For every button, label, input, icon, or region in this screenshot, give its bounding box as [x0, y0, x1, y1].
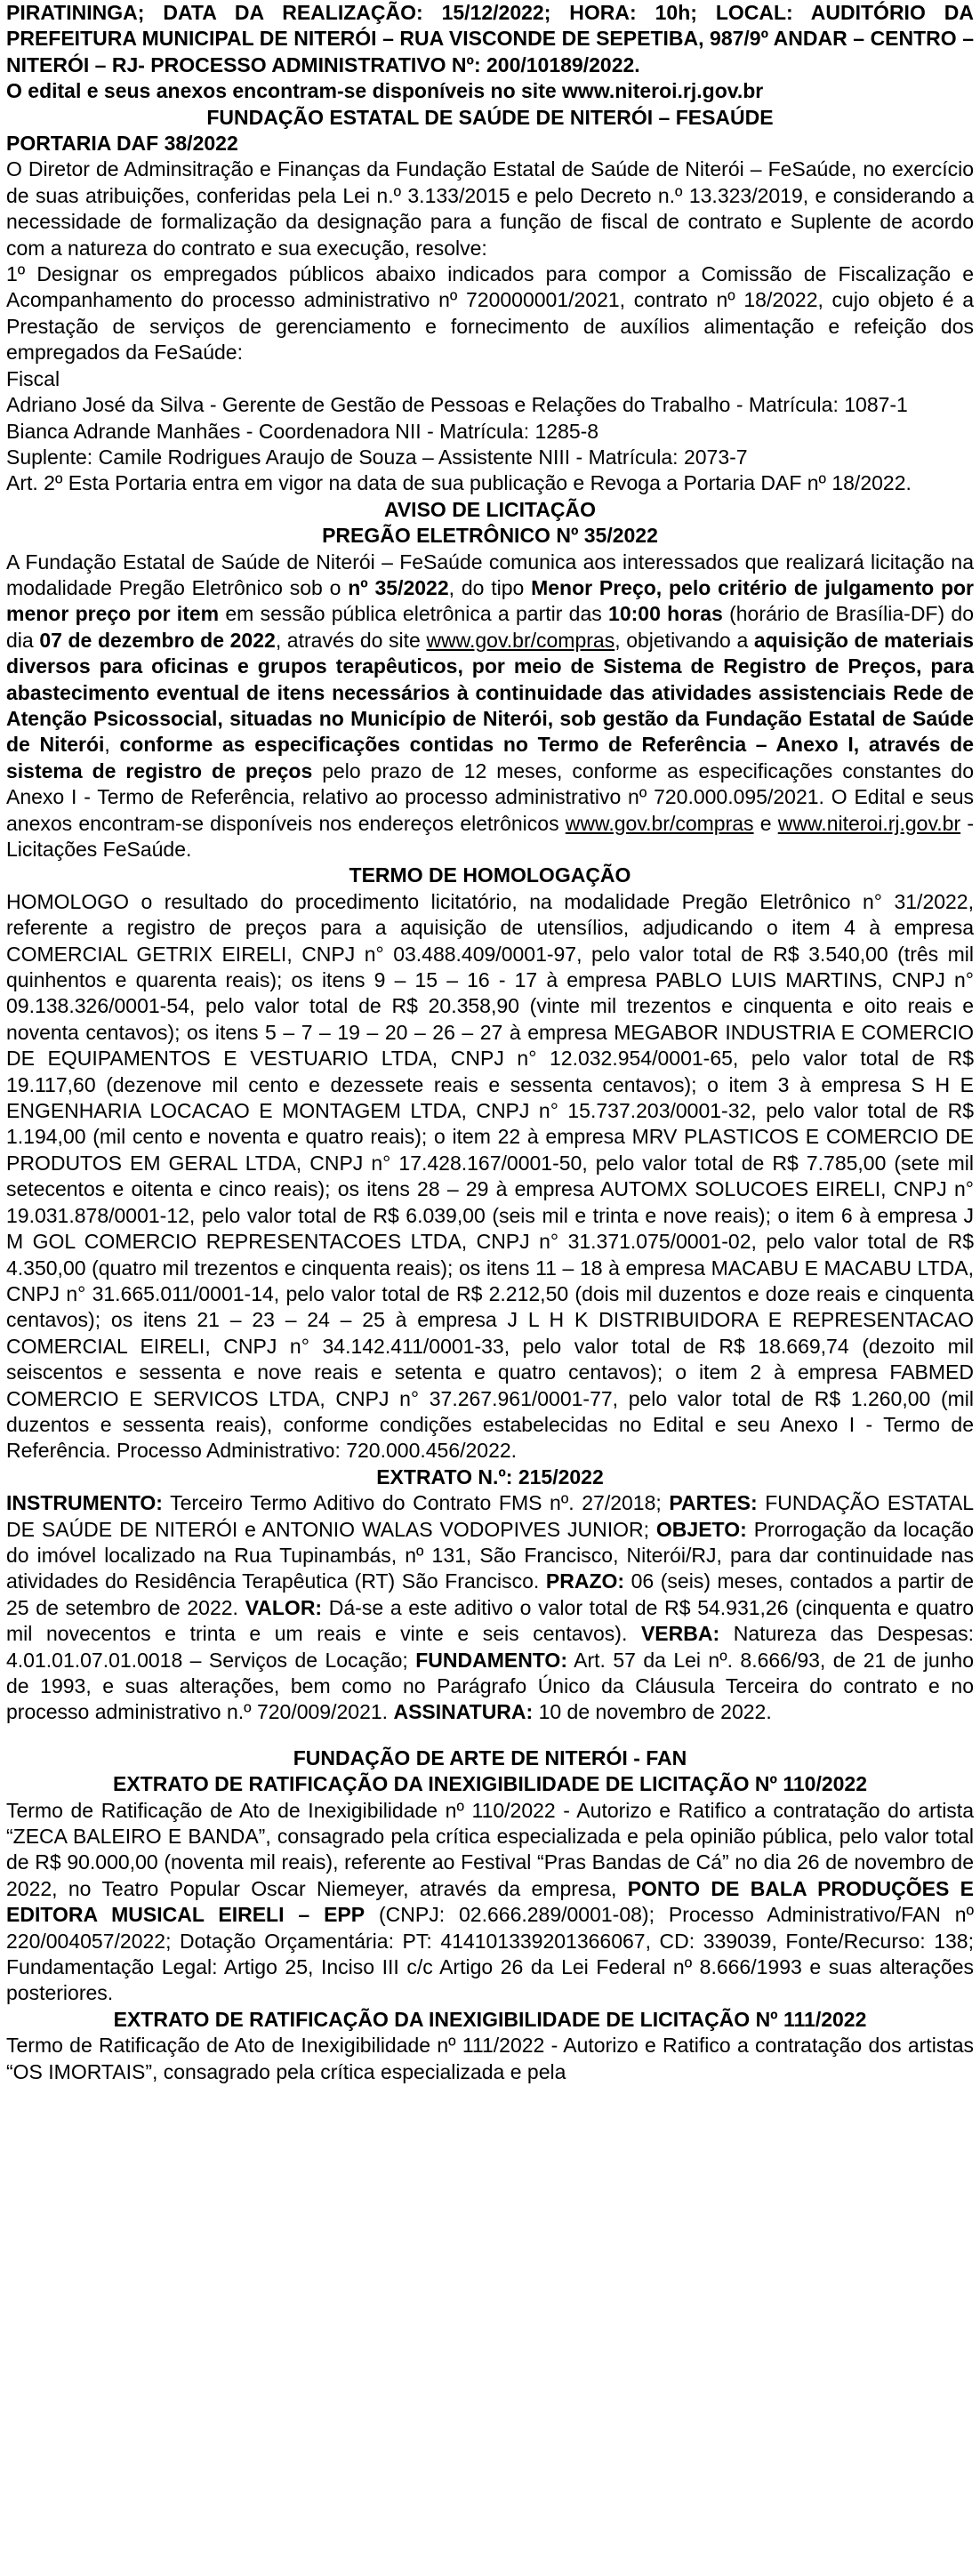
aviso-bold-3: 10:00 horas — [608, 602, 723, 626]
portaria-paragraph-1: O Diretor de Adminsitração e Finanças da Fundação Estatal de Saúde de Niterói – FeSaúde, no exercício de suas atribuições, conferidas pela Lei n.º 3.133/2015 e pelo Decreto n.º 13.323/2019, e considerando a necessidade de formalização da designação para a função de fiscal de contrato e Suplente de acordo com a natureza do contrato e sua execução, resolve: — [6, 157, 974, 260]
aviso-text-10: - Licitações FeSaúde. — [6, 811, 974, 861]
aviso-paragraph — [6, 550, 974, 863]
portaria-paragraph-2: 1º Designar os empregados públicos abaixo indicados para compor a Comissão de Fiscalização e Acompanhamento do processo administrativo nº 720000001/2021, contrato nº 18/2022, cujo objeto é a Prestação de serviços de gerenciamento e fornecimento de auxílios alimentação e refeição dos empregados da FeSaúde: — [6, 262, 974, 365]
text-valor: Dá-se a este aditivo o valor total de R$ 54.931,26 (cinquenta e quatro mil novecentos e trinta e um reais e vinte e seis centavos). — [6, 1595, 974, 1646]
portaria-suplente: Suplente: Camile Rodrigues Araujo de Souza – Assistente NIII - Matrícula: 2073-7 — [6, 445, 748, 469]
aviso-bold-4: 07 de dezembro de 2022 — [39, 628, 276, 652]
aviso-text-6: , objetivando a — [615, 628, 754, 652]
extrato-215-paragraph — [6, 1490, 974, 1726]
fan-extrato-110-paragraph — [6, 1798, 974, 2007]
aviso-subtitle: PREGÃO ELETRÔNICO Nº 35/2022 — [322, 524, 658, 548]
aviso-bold-5: aquisição de materiais diversos para oficinas e grupos terapêuticos, por meio de Sistema de Registro de Preços, para abastecimento eventual de itens necessários à continuidade das atividades assistenciais Rede de Atenção Psicossocial, situadas no Município de Niterói, sob gestão da Fundação Estatal de Saúde de Niterói — [6, 628, 975, 757]
portaria-fiscal-2: Bianca Adrande Manhães - Coordenadora NII - Matrícula: 1285-8 — [6, 419, 599, 443]
label-verba: VERBA: — [640, 1622, 720, 1646]
aviso-text-3: em sessão pública eletrônica a partir das — [219, 602, 609, 626]
section-spacer — [6, 1726, 974, 1745]
gov-compras-link-2[interactable]: www.gov.br/compras — [565, 811, 754, 835]
fan-extrato-111-paragraph: Termo de Ratificação de Ato de Inexigibilidade nº 111/2022 - Autorizo e Ratifico a contratação dos artistas “OS IMORTAIS”, consagrado pela crítica especializada e pela — [6, 2034, 974, 2083]
aviso-text-5: , através do site — [275, 628, 427, 652]
text-partes: FUNDAÇÃO ESTATAL DE SAÚDE DE NITERÓI e ANTONIO WALAS VODOPIVES JUNIOR; — [6, 1491, 974, 1541]
intro-paragraph: PIRATININGA; DATA DA REALIZAÇÃO: 15/12/2022; HORA: 10h; LOCAL: AUDITÓRIO DA PREFEITURA MUNICIPAL DE NITERÓI – RUA VISCONDE DE SEPETIBA, 987/9º ANDAR – CENTRO – NITERÓI – RJ- PROCESSO ADMINISTRATIVO Nº: 200/10189/2022. — [6, 1, 974, 76]
aviso-text-1: A Fundação Estatal de Saúde de Niterói – FeSaúde comunica aos interessados que realizará licitação na modalidade Pregão Eletrônico sob o — [6, 550, 974, 599]
fan-header: FUNDAÇÃO DE ARTE DE NITERÓI - FAN — [293, 1745, 687, 1769]
aviso-text-9: e — [753, 811, 778, 835]
text-prazo: 06 (seis) meses, contados a partir de 25 de setembro de 2022. — [6, 1569, 975, 1619]
portaria-title: PORTARIA DAF 38/2022 — [6, 132, 238, 156]
text-verba: Natureza das Despesas: 4.01.01.07.01.0018 – Serviços de Locação; — [6, 1622, 975, 1672]
portaria-fiscal-1: Adriano José da Silva - Gerente de Gestão de Pessoas e Relações do Trabalho - Matrícula: 1087-1 — [6, 393, 908, 417]
aviso-text-8: pelo prazo de 12 meses, conforme as especificações constantes do Anexo I - Termo de Referência, relativo ao processo administrativo nº 720.000.095/2021. O Edital e seus anexos encontram-se disponíveis nos endereços eletrônicos — [6, 758, 974, 835]
label-objeto: OBJETO: — [655, 1517, 747, 1541]
label-assinatura: ASSINATURA: — [393, 1700, 534, 1724]
label-prazo: PRAZO: — [545, 1569, 625, 1593]
intro-edital-line: O edital e seus anexos encontram-se disponíveis no site www.niteroi.rj.gov.br — [6, 79, 764, 103]
portaria-fiscal-label: Fiscal — [6, 366, 60, 390]
fan-extrato-111-title: EXTRATO DE RATIFICAÇÃO DA INEXIGIBILIDADE DE LICITAÇÃO Nº 111/2022 — [113, 2007, 867, 2031]
fesaude-header: FUNDAÇÃO ESTATAL DE SAÚDE DE NITERÓI – FESAÚDE — [206, 105, 774, 129]
aviso-bold-6: conforme as especificações contidas no Termo de Referência – Anexo I, através de sistema de registro de preços — [6, 733, 975, 782]
aviso-text-4: (horário de Brasília-DF) do dia — [6, 602, 974, 652]
label-fundamento: FUNDAMENTO: — [415, 1648, 567, 1672]
fan-110-text-a: Termo de Ratificação de Ato de Inexigibilidade nº 110/2022 - Autorizo e Ratifico a contratação do artista “ZECA BALEIRO E BANDA”, consagrado pela crítica especializada e pela opinião pública, pelo valor total de R$ 90.000,00 (noventa mil reais), referente ao Festival “Pras Bandas de Cá” no dia 26 de novembro de 2022, no Teatro Popular Oscar Niemeyer, através da empresa, — [6, 1798, 974, 1900]
gov-compras-link[interactable]: www.gov.br/compras — [426, 628, 615, 652]
extrato-215-title: EXTRATO N.º: 215/2022 — [376, 1465, 604, 1489]
niteroi-gov-link[interactable]: www.niteroi.rj.gov.br — [777, 811, 961, 835]
aviso-bold-1: nº 35/2022 — [348, 575, 449, 599]
aviso-text-7: , — [104, 733, 120, 757]
label-valor: VALOR: — [245, 1595, 323, 1619]
fan-110-text-b: (CNPJ: 02.666.289/0001-08); Processo Administrativo/FAN nº 220/004057/2022; Dotação Orçamentária: PT: 414101339201366067, CD: 339039, Fonte/Recurso: 138; Fundamentação Legal: Artigo 25, Inciso III c/c Artigo 26 da Lei Federal nº 8.666/1993 e suas alterações posteriores. — [6, 1903, 975, 2005]
aviso-bold-2: Menor Preço, pelo critério de julgamento por menor preço por item — [6, 575, 974, 626]
portaria-art-2: Art. 2º Esta Portaria entra em vigor na data de sua publicação e Revoga a Portaria DAF nº 18/2022. — [6, 471, 912, 495]
label-partes: PARTES: — [669, 1491, 758, 1515]
text-instrumento: Terceiro Termo Aditivo do Contrato FMS nº. 27/2018; — [162, 1491, 670, 1515]
homologacao-title: TERMO DE HOMOLOGAÇÃO — [349, 863, 631, 887]
homologacao-paragraph: HOMOLOGO o resultado do procedimento licitatório, na modalidade Pregão Eletrônico n° 31/2022, referente a registro de preços para a aquisição de utensílios, adjudicando o item 4 à empresa COMERCIAL GETRIX EIRELI, CNPJ n° 03.488.409/0001-97, pelo valor total de R$ 3.540,00 (três mil quinhentos e quarenta reais); os itens 9 – 15 – 16 - 17 à empresa PABLO LUIS MARTINS, CNPJ n° 09.138.326/0001-54, pelo valor total de R$ 20.358,90 (vinte mil trezentos e cinquenta e oito reais e noventa centavos); os itens 5 – 7 – 19 – 20 – 26 – 27 à empresa MEGABOR INDUSTRIA E COMERCIO DE EQUIPAMENTOS E VESTUARIO LTDA, CNPJ n° 12.032.954/0001-65, pelo valor total de R$ 19.117,60 (dezenove mil cento e dezessete reais e sessenta centavos); o item 3 à empresa S H E ENGENHARIA LOCACAO E MONTAGEM LTDA, CNPJ n° 15.737.203/0001-32, pelo valor total de R$ 1.194,00 (mil cento e noventa e quatro reais); o item 22 à empresa MRV PLASTICOS E COMERCIO DE PRODUTOS EM GERAL LTDA, CNPJ n° 17.428.167/0001-50, pelo valor total de R$ 7.785,00 (sete mil setecentos e oitenta e cinco reais); os itens 28 – 29 à empresa AUTOMX SOLUCOES EIRELI, CNPJ n° 19.031.878/0001-12, pelo valor total de R$ 6.039,00 (seis mil e trinta e nove reais); o item 6 à empresa J M GOL COMERCIO REPRESENTACOES LTDA, CNPJ n° 31.371.075/0001-02, pelo valor total de R$ 4.350,00 (quatro mil trezentos e cinquenta reais); os itens 11 – 18 à empresa MACABU E MACABU LTDA, CNPJ n° 31.665.011/0001-14, pelo valor total de R$ 2.212,50 (dois mil duzentos e doze reais e cinquenta centavos); os itens 21 – 23 – 24 – 25 à empresa J L H K DISTRIBUIDORA E REPRESENTACAO COMERCIAL EIRELI, CNPJ n° 34.142.411/0001-33, pelo valor total de R$ 18.669,74 (dezoito mil seiscentos e sessenta e nove reais e setenta e quatro centavos); o item 2 à empresa FABMED COMERCIO E SERVICOS LTDA, CNPJ n° 37.267.961/0001-77, pelo valor total de R$ 1.260,00 (mil duzentos e sessenta reais), conforme condições estabelecidas no Edital e seu Anexo I - Termo de Referência. Processo Administrativo: 720.000.456/2022. — [6, 889, 974, 1463]
aviso-title: AVISO DE LICITAÇÃO — [383, 497, 597, 521]
text-fundamento: Art. 57 da Lei nº. 8.666/93, de 21 de junho de 1993, e suas alterações, bem como no Parágrafo Único da Cláusula Terceira do contrato e no processo administrativo n.º 720/009/2021. — [6, 1648, 974, 1724]
text-objeto: Prorrogação da locação do imóvel localizado na Rua Tupinambás, nº 131, São Francisco, Niterói/RJ, para dar continuidade nas atividades do Residência Terapêutica (RT) São Francisco. — [6, 1517, 974, 1593]
text-assinatura: 10 de novembro de 2022. — [533, 1700, 772, 1724]
aviso-text-2: , do tipo — [448, 575, 532, 599]
fan-extrato-110-title: EXTRATO DE RATIFICAÇÃO DA INEXIGIBILIDADE DE LICITAÇÃO Nº 110/2022 — [112, 1772, 867, 1796]
fan-110-company: PONTO DE BALA PRODUÇÕES E EDITORA MUSICAL EIRELI – EPP — [6, 1876, 974, 1927]
label-instrumento: INSTRUMENTO: — [6, 1491, 163, 1515]
